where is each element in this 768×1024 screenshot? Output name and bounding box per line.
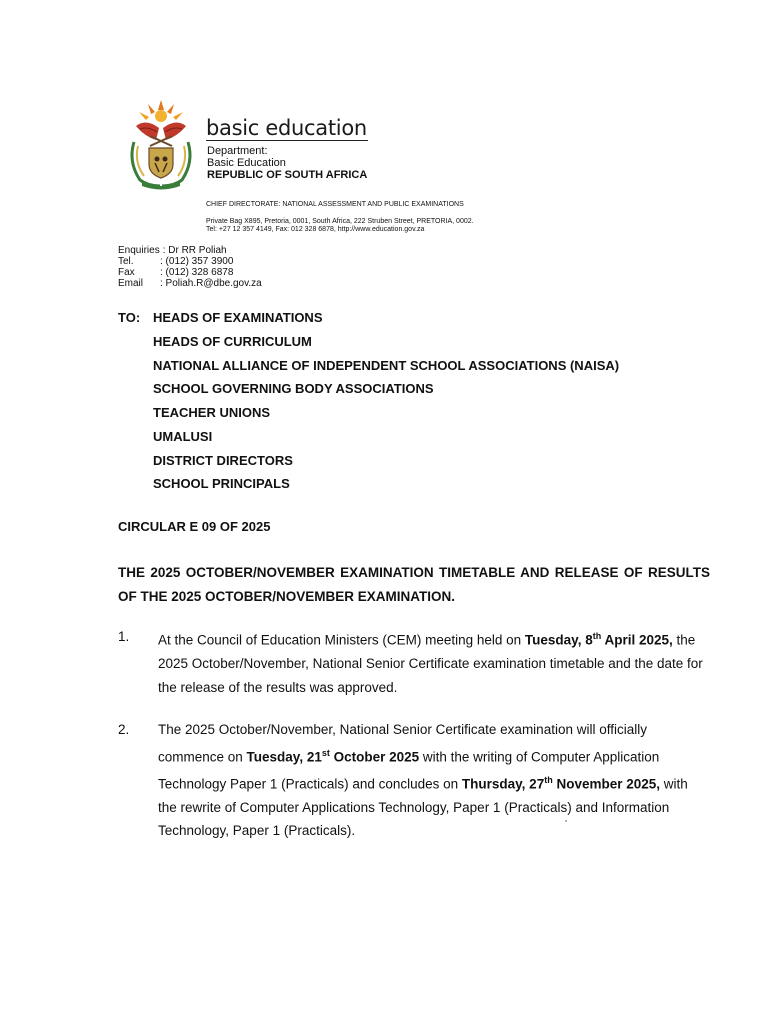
paragraph-text: with the rewrite of Computer Applications Technology, Paper 1 (Practicals) and Information Technology, Paper 1 (Practicals). [158,776,688,838]
recipient-item: UMALUSI [153,429,213,444]
scan-speck [565,820,567,822]
date-bold: Thursday, 27 [461,776,545,791]
recipient-item: TEACHER UNIONS [153,405,271,420]
letterhead-title: basic education [206,116,367,140]
date-bold: November 2025, [552,776,661,791]
directorate-line: CHIEF DIRECTORATE: NATIONAL ASSESSMENT AND PUBLIC EXAMINATIONS [206,201,464,208]
department-label: Department: [207,145,268,157]
enquiries-key: Enquiries [118,245,160,256]
coat-of-arms-logo [126,96,196,192]
date-bold: October 2025 [329,749,420,764]
enquiries-value: : Dr RR Poliah [162,245,227,256]
recipient-item: HEADS OF CURRICULUM [153,334,312,349]
date-bold: April 2025, [601,632,673,648]
paragraph-number: 1. [118,629,130,644]
paragraph-text: the 2025 October/November, National Senior Certificate examination timetable and the date for the release of the results was approved. [158,632,703,695]
title-underline [206,140,368,141]
paragraph-text: At the Council of Education Ministers (CEM) meeting held on [158,632,525,648]
paragraph-number: 2. [118,722,130,737]
fax-key: Fax [118,267,135,278]
enquiries-row [118,245,227,256]
paragraph-2 [158,718,710,843]
sun-rays-icon [139,100,183,122]
email-row [118,278,262,289]
tel-key: Tel. [118,256,134,267]
contact-line: Tel: +27 12 357 4149, Fax: 012 328 6878, http://www.education.gov.za [206,226,425,233]
date-suffix: th [592,631,602,641]
recipient-item: DISTRICT DIRECTORS [153,453,293,468]
date-suffix: st [321,747,330,758]
to-label: TO: [118,310,141,325]
paragraph-text: The 2025 October/November, National Senior Certificate examination will officially commence on [158,722,647,764]
recipient-item: NATIONAL ALLIANCE OF INDEPENDENT SCHOOL ASSOCIATIONS (NAISA) [153,358,620,373]
email-key: Email [118,278,144,289]
department-name: Basic Education [207,157,286,169]
circular-number: CIRCULAR E 09 OF 2025 [118,519,271,534]
recipient-item: SCHOOL GOVERNING BODY ASSOCIATIONS [153,381,434,396]
address-line: Private Bag X895, Pretoria, 0001, South Africa, 222 Struben Street, PRETORIA, 0002. [206,218,474,225]
fax-row [118,267,233,278]
fax-value: : (012) 328 6878 [160,267,234,278]
recipient-item: HEADS OF EXAMINATIONS [153,310,323,325]
subject-heading: THE 2025 OCTOBER/NOVEMBER EXAMINATION TIMETABLE AND RELEASE OF RESULTS OF THE 2025 OCTOBER/NOVEMBER EXAMINATION. [118,565,710,604]
email-value: : Poliah.R@dbe.gov.za [160,278,262,289]
date-bold: Tuesday, 8 [524,632,593,648]
date-suffix: th [544,774,553,785]
country-name: REPUBLIC OF SOUTH AFRICA [207,169,368,181]
paragraph-text: with the writing of Computer Application Technology Paper 1 (Practicals) and concludes on [158,749,660,791]
tel-value: : (012) 357 3900 [160,256,234,267]
date-bold: Tuesday, 21 [246,749,322,764]
tel-row [118,256,233,267]
paragraph-1 [158,625,710,699]
recipient-item: SCHOOL PRINCIPALS [153,476,290,491]
